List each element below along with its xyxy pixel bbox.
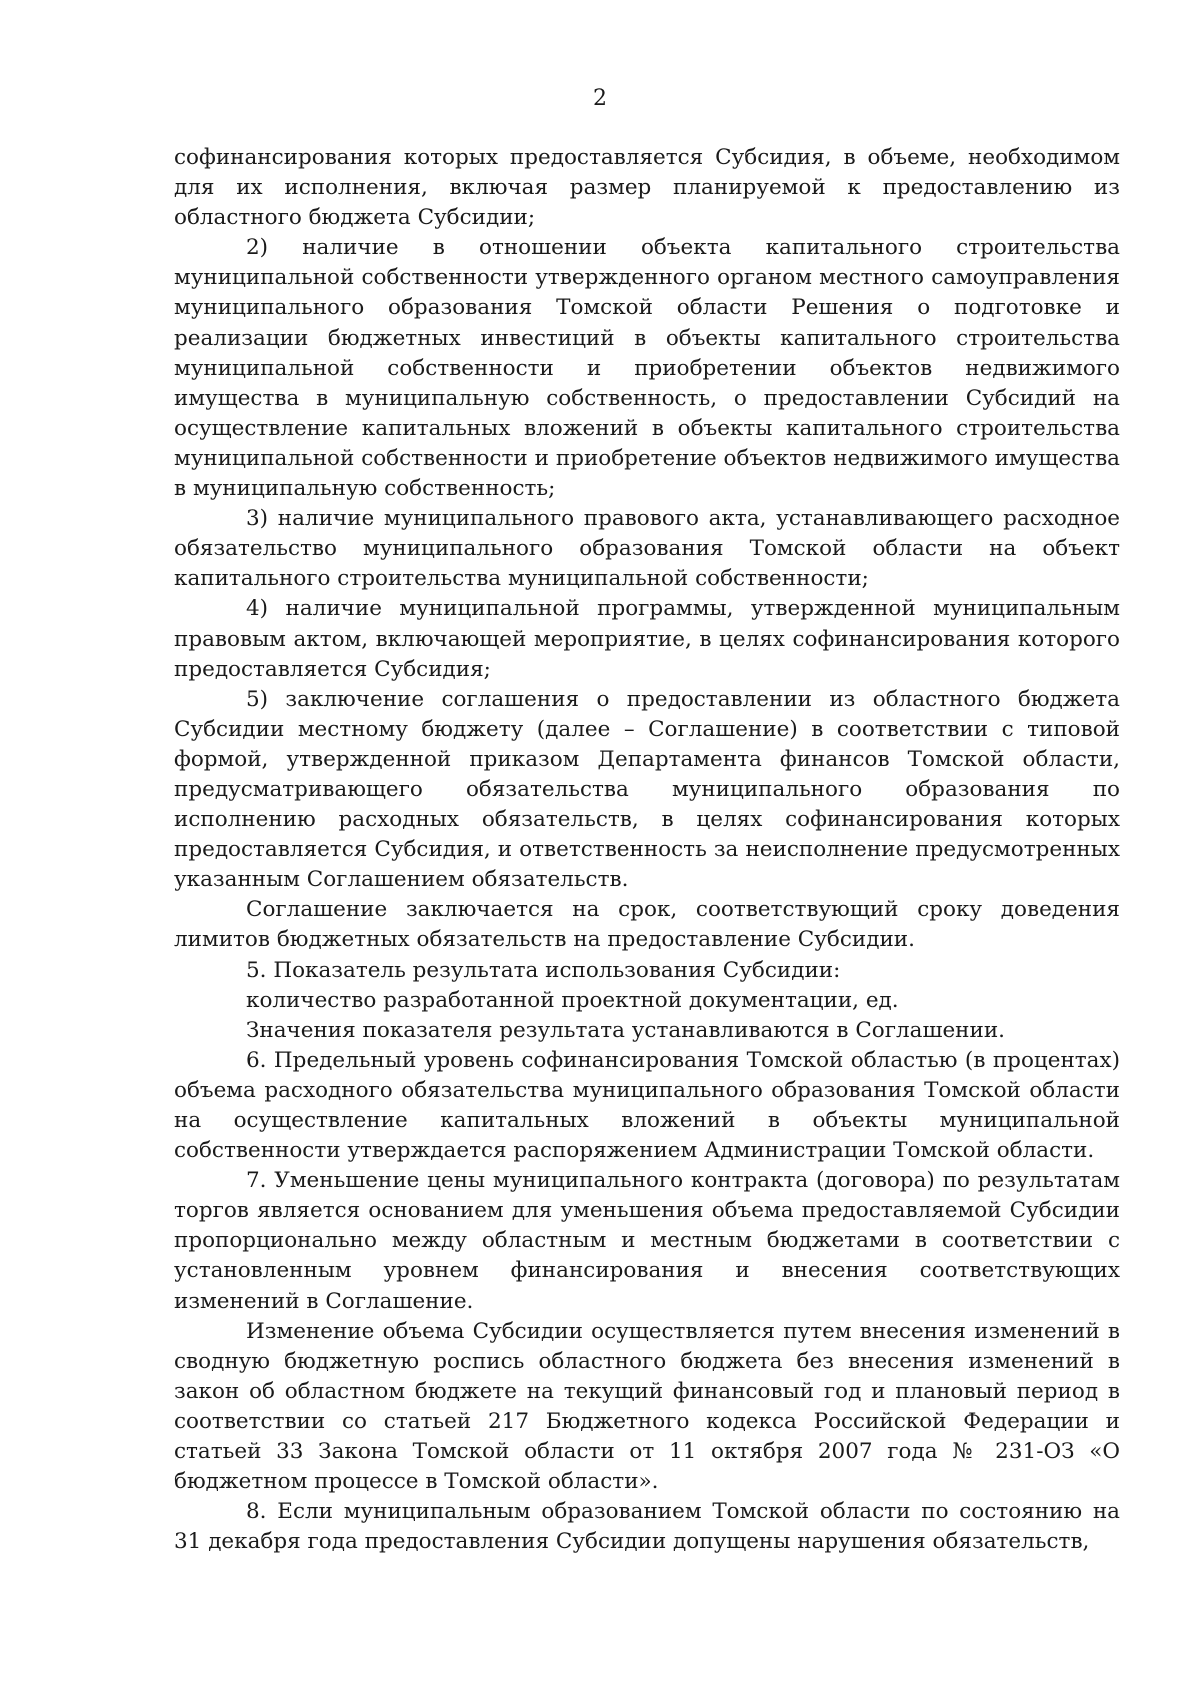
- paragraph-item-3: 3) наличие муниципального правового акта, устанавливающего расходное обязательство муниципального образования Томской области на объект капитального строительства муниципальной собственности;: [174, 506, 1120, 592]
- paragraph-item-4: 4) наличие муниципальной программы, утвержденной муниципальным правовым актом, включающей мероприятие, в целях софинансирования которого предоставляется Субсидия;: [174, 596, 1120, 682]
- document-body: [174, 143, 1120, 1557]
- paragraph-section-8: 8. Если муниципальным образованием Томской области по состоянию на 31 декабря года предоставления Субсидии допущены нарушения обязательств,: [174, 1499, 1120, 1555]
- paragraph-indicator-values: Значения показателя результата устанавливаются в Соглашении.: [246, 1017, 1005, 1043]
- paragraph-section-6: 6. Предельный уровень софинансирования Томской областью (в процентах) объема расходного обязательства муниципального образования Томской области на осуществление капитальных вложений в объекты муниципальной собственности утверждается распоряжением Администрации Томской области.: [174, 1047, 1120, 1164]
- paragraph-section-7: 7. Уменьшение цены муниципального контракта (договора) по результатам торгов является основанием для уменьшения объема предоставляемой Субсидии пропорционально между областным и местным бюджетами в соответствии с установленным уровнем финансирования и внесения соответствующих изменений в Соглашение.: [174, 1168, 1120, 1314]
- paragraph-indicator: количество разработанной проектной документации, ед.: [246, 987, 899, 1013]
- paragraph-agreement-term: Соглашение заключается на срок, соответствующий сроку доведения лимитов бюджетных обязательств на предоставление Субсидии.: [174, 897, 1120, 953]
- paragraph-continuation: софинансирования которых предоставляется Субсидия, в объеме, необходимом для их исполнения, включая размер планируемой к предоставлению из областного бюджета Субсидии;: [174, 145, 1120, 231]
- page-number: 2: [593, 86, 607, 111]
- paragraph-section-5: 5. Показатель результата использования Субсидии:: [246, 957, 841, 983]
- paragraph-item-2: 2) наличие в отношении объекта капитального строительства муниципальной собственности утвержденного органом местного самоуправления муниципального образования Томской области Решения о подготовке и реализации бюджетных инвестиций в объекты капитального строительства муниципальной собственности и приобретении объектов недвижимого имущества в муниципальную собственность, о предоставлении Субсидий на осуществление капитальных вложений в объекты капитального строительства муниципальной собственности и приобретение объектов недвижимого имущества в муниципальную собственность;: [174, 235, 1120, 502]
- paragraph-subsidy-change: Изменение объема Субсидии осуществляется путем внесения изменений в сводную бюджетную роспись областного бюджета без внесения изменений в закон об областном бюджете на текущий финансовый год и плановый период в соответствии со статьей 217 Бюджетного кодекса Российской Федерации и статьей 33 Закона Томской области от 11 октября 2007 года № 231-ОЗ «О бюджетном процессе в Томской области».: [174, 1318, 1120, 1495]
- paragraph-item-5: 5) заключение соглашения о предоставлении из областного бюджета Субсидии местному бюджету (далее – Соглашение) в соответствии с типовой формой, утвержденной приказом Департамента финансов Томской области, предусматривающего обязательства муниципального образования по исполнению расходных обязательств, в целях софинансирования которых предоставляется Субсидия, и ответственность за неисполнение предусмотренных указанным Соглашением обязательств.: [174, 686, 1120, 893]
